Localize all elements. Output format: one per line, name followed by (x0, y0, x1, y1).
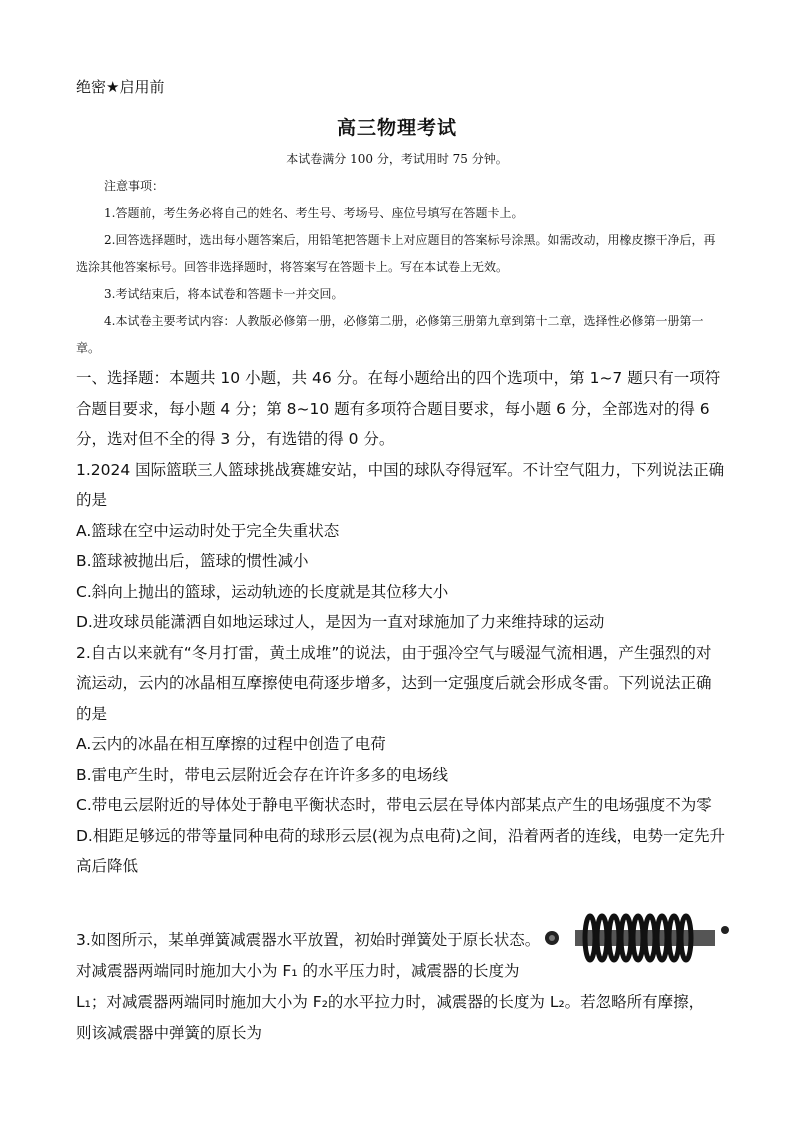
q1-option-d: D.进攻球员能潇洒自如地运球过人，是因为一直对球施加了力来维持球的运动 (76, 613, 605, 631)
confidential-label: 绝密★启用前 (76, 78, 165, 96)
q2-option-b: B.雷电产生时，带电云层附近会存在许许多多的电场线 (76, 765, 449, 784)
left-end-hole (549, 935, 555, 941)
q2-option-d: D.相距足够远的带等量同种电荷的球形云层(视为点电荷)之间，沿着两者的连线，电势一定先升高后降低 (76, 826, 725, 875)
section-intro: 一、选择题：本题共 10 小题，共 46 分。在每小题给出的四个选项中，第 1~7 题只有一项符合题目要求，每小题 4 分；第 8~10 题有多项符合题目要求，每小题 6 分，全部选对的得 6 分，选对但不全的得 3 分，有选错的得 0 分。 (76, 369, 721, 448)
notice-item: 1.答题前，考生务必将自己的姓名、考生号、考场号、座位号填写在答题卡上。 (104, 206, 524, 220)
q2-option-c: C.带电云层附近的导体处于静电平衡状态时，带电云层在导体内部某点产生的电场强度不为零 (76, 796, 712, 814)
notice-section (76, 173, 716, 362)
notice-item: 2.回答选择题时，选出每小题答案后，用铅笔把答题卡上对应题目的答案标号涂黑。如需改动，用橡皮擦干净后，再选涂其他答案标号。回答非选择题时，将答案写在答题卡上。写在本试卷上无效。 (76, 233, 716, 274)
notice-item: 4.本试卷主要考试内容：人教版必修第一册，必修第二册，必修第三册第九章到第十二章，选择性必修第一册第一章。 (76, 314, 704, 355)
page-title: 高三物理考试 (336, 117, 457, 139)
q1-option-a: A.篮球在空中运动时处于完全失重状态 (76, 521, 340, 540)
q3-line3: L₁；对减震器两端同时施加大小为 F₂的水平拉力时，减震器的长度为 L₂。若忽略所有摩擦， (76, 993, 705, 1011)
questions-body (76, 363, 726, 882)
q1-stem: 1.2024 国际篮联三人篮球挑战赛雄安站，中国的球队夺得冠军。不计空气阻力，下列说法正确的是 (76, 460, 725, 509)
q3-line1: 3.如图所示，某单弹簧减震器水平放置，初始时弹簧处于原长状态。 (76, 931, 541, 949)
q2-stem: 2.自古以来就有“冬月打雷，黄土成堆”的说法，由于强冷空气与暖湿气流相遇，产生强烈的对流运动，云内的冰晶相互摩擦使电荷逐步增多，达到一定强度后就会形成冬雷。下列说法正确的是 (76, 643, 712, 723)
notice-heading: 注意事项： (104, 179, 165, 193)
q3-line2: 对减震器两端同时施加大小为 F₁ 的水平压力时，减震器的长度为 (76, 962, 520, 980)
right-end-cap (721, 926, 729, 934)
q2-option-a: A.云内的冰晶在相互摩擦的过程中创造了电荷 (76, 735, 386, 753)
q1-option-b: B.篮球被抛出后，篮球的惯性减小 (76, 552, 309, 570)
q3-line4: 则该减震器中弹簧的原长为 (76, 1024, 263, 1042)
notice-item: 3.考试结束后，将本试卷和答题卡一并交回。 (104, 287, 344, 301)
q1-option-c: C.斜向上抛出的篮球，运动轨迹的长度就是其位移大小 (76, 582, 449, 601)
spring-damper-figure (540, 908, 740, 968)
exam-subtitle: 本试卷满分 100 分，考试用时 75 分钟。 (286, 152, 508, 166)
